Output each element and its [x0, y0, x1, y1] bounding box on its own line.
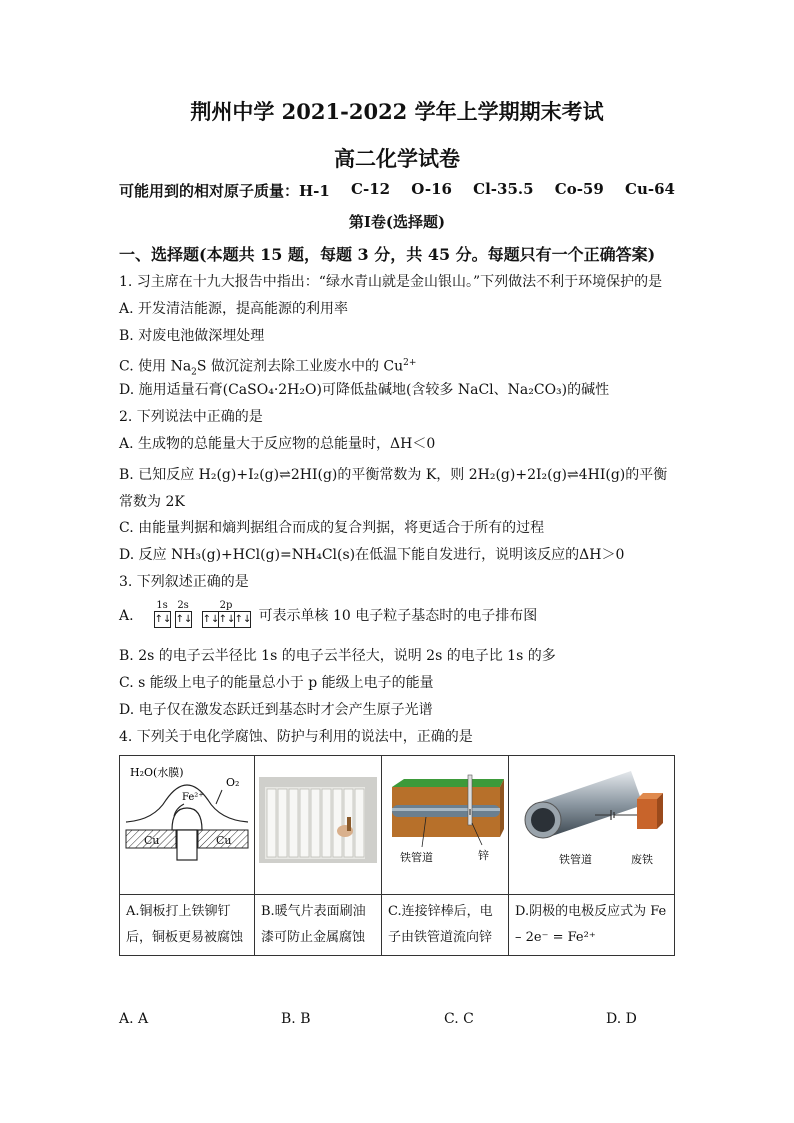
section-heading: 一、选择题(本题共 15 题，每题 3 分，共 45 分。每题只有一个正确答案)	[119, 245, 656, 264]
q1-option-d: D. 施用适量石膏(CaSO₄·2H₂O)可降低盐碱地(含较多 NaCl、Na₂CO₃)的碱性	[119, 382, 610, 398]
q4-option-d: D.阴极的电极反应式为 Fe – 2e⁻ = Fe²⁺	[509, 895, 675, 956]
q1-stem: 1. 习主席在十九大报告中指出：“绿水青山就是金山银山。”下列做法不利于环境保护的是	[119, 274, 663, 290]
q4-answer-d: D. D	[606, 1011, 637, 1027]
q4-answer-a: A. A	[119, 1011, 149, 1027]
zinc-protection-diagram	[386, 765, 504, 875]
atomic-mass-line	[119, 180, 675, 201]
q2-stem: 2. 下列说法中正确的是	[119, 409, 263, 425]
svg-text:H₂O(水膜): H₂O(水膜)	[130, 766, 184, 779]
volume-heading: 第Ⅰ卷(选择题)	[348, 213, 446, 231]
exam-title: 荆州中学 2021-2022 学年上学期期末考试	[190, 99, 604, 124]
impressed-current-diagram	[519, 765, 665, 875]
figure-cathodic-pipe	[509, 756, 675, 895]
figure-radiator	[255, 756, 382, 895]
q1-option-a: A. 开发清洁能源，提高能源的利用率	[119, 301, 349, 317]
q2-option-d: D. 反应 NH₃(g)+HCl(g)=NH₄Cl(s)在低温下能自发进行，说明该反应的ΔH＞0	[119, 547, 625, 563]
figure-rivet	[120, 756, 255, 895]
mass-item: Cl-35.5	[473, 180, 534, 198]
q2-option-c: C. 由能量判据和熵判据组合而成的复合判据，将更适合于所有的过程	[119, 520, 545, 536]
q4-option-b: B.暖气片表面刷油漆可防止金属腐蚀	[255, 895, 382, 956]
svg-text:废铁: 废铁	[630, 853, 653, 866]
svg-text:Fe²⁺: Fe²⁺	[182, 792, 204, 803]
svg-text:Cu: Cu	[144, 834, 160, 847]
q4-answer-b: B. B	[281, 1011, 311, 1027]
mass-item: C-12	[351, 180, 391, 198]
mass-item: Cu-64	[625, 180, 675, 198]
q4-answer-c: C. C	[444, 1011, 474, 1027]
q4-option-c: C.连接锌棒后，电子由铁管道流向锌	[382, 895, 509, 956]
svg-text:锌: 锌	[478, 849, 489, 862]
q4-options-table	[119, 755, 675, 956]
mass-item: O-16	[411, 180, 452, 198]
orbital-2s: 2s ↑↓	[175, 600, 192, 628]
q2-option-b: B. 已知反应 H₂(g)+I₂(g)⇌2HI(g)的平衡常数为 K，则 2H₂(g)+2I₂(g)⇌4HI(g)的平衡常数为 2K	[119, 467, 668, 510]
mass-item: Co-59	[554, 180, 604, 198]
mass-label: 可能用到的相对原子质量：H-1	[119, 182, 330, 200]
radiator-photo	[259, 777, 377, 863]
exam-subtitle: 高二化学试卷	[334, 146, 460, 171]
orbital-1s: 1s ↑↓	[154, 600, 171, 628]
q3-option-a: A. 1s ↑↓ 2s ↑↓ 2p ↑↓ ↑↓ ↑↓ 可表示单核 10 电子粒子基态时的电子排布图	[119, 600, 537, 628]
q1-option-b: B. 对废电池做深埋处理	[119, 328, 265, 344]
q4-stem: 4. 下列关于电化学腐蚀、防护与利用的说法中，正确的是	[119, 729, 473, 745]
q4-option-a: A.铜板打上铁铆钉后，铜板更易被腐蚀	[120, 895, 255, 956]
q2-option-a: A. 生成物的总能量大于反应物的总能量时，ΔH＜0	[119, 436, 436, 452]
q3-option-c: C. s 能级上电子的能量总小于 p 能级上电子的能量	[119, 675, 434, 691]
svg-text:铁管道: 铁管道	[558, 853, 592, 866]
svg-text:Cu: Cu	[216, 834, 232, 847]
figure-zinc-pipe	[382, 756, 509, 895]
q3-stem: 3. 下列叙述正确的是	[119, 574, 249, 590]
q1-option-c: C. 使用 $Na_2S$ 做沉淀剂去除工业废水中的 $Cu^{2+}$	[119, 358, 417, 378]
rivet-corrosion-diagram	[124, 760, 250, 880]
svg-text:O₂: O₂	[226, 776, 240, 789]
q3-option-b: B. 2s 的电子云半径比 1s 的电子云半径大，说明 2s 的电子比 1s 的多	[119, 648, 556, 664]
svg-text:铁管道: 铁管道	[400, 851, 433, 864]
q3-option-d: D. 电子仅在激发态跃迁到基态时才会产生原子光谱	[119, 702, 433, 718]
orbital-2p: 2p ↑↓ ↑↓ ↑↓	[202, 600, 251, 628]
